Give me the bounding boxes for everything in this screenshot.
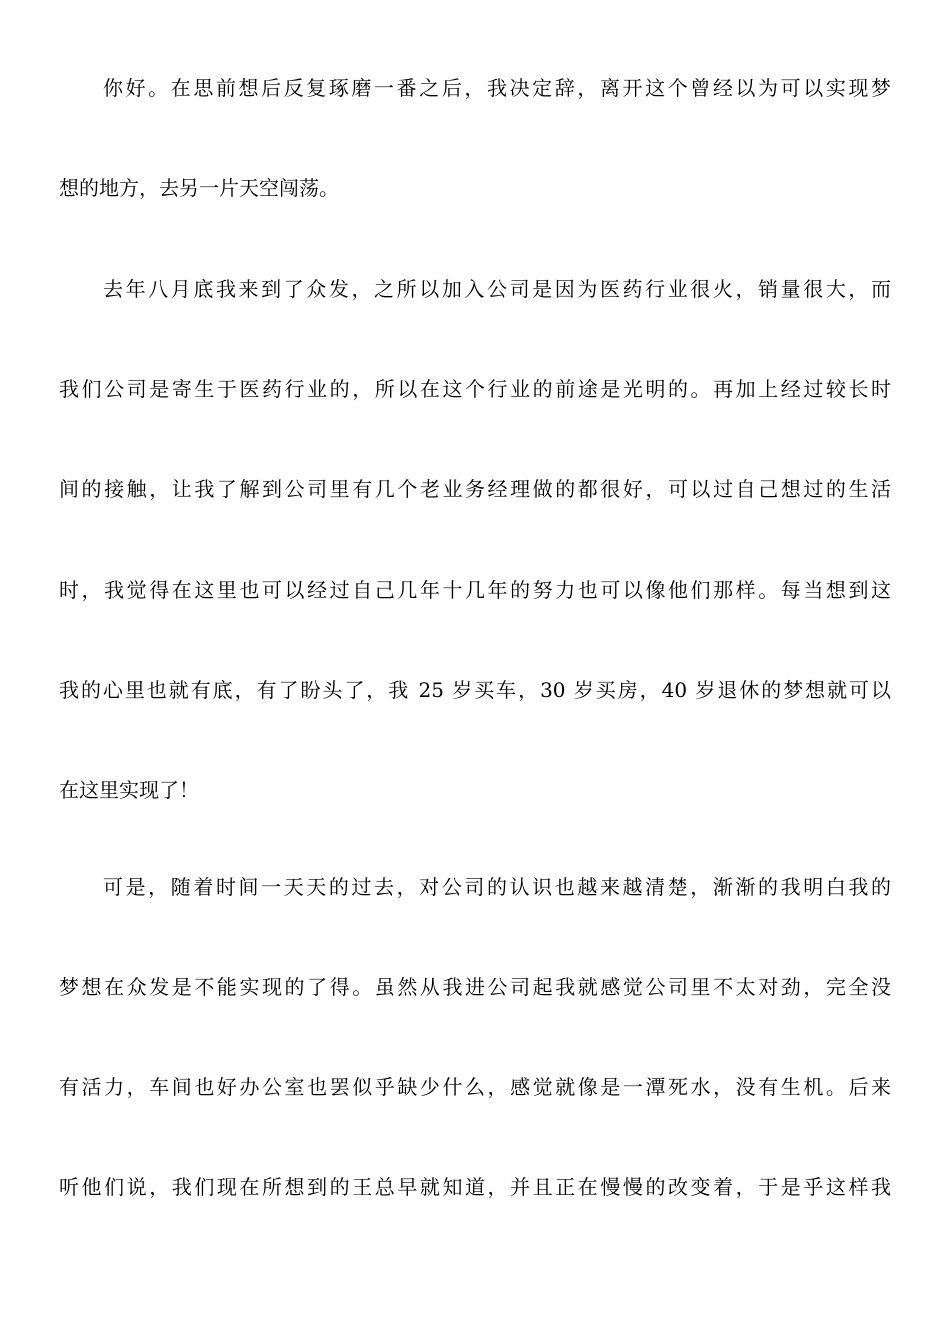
paragraph-2-line-2: 我们公司是寄生于医药行业的，所以在这个行业的前途是光明的。再加上经过较长时 — [59, 377, 891, 401]
paragraph-3-line-4: 听他们说，我们现在所想到的王总早就知道，并且正在慢慢的改变着，于是乎这样我 — [59, 1175, 891, 1199]
paragraph-1-line-1: 你好。在思前想后反复琢磨一番之后，我决定辞，离开这个曾经以为可以实现梦 — [103, 76, 891, 100]
paragraph-2-line-6: 在这里实现了！ — [59, 778, 199, 802]
paragraph-1-line-2: 想的地方，去另一片天空闯荡。 — [59, 176, 339, 200]
paragraph-2-line-4: 时，我觉得在这里也可以经过自己几年十几年的努力也可以像他们那样。每当想到这 — [59, 578, 891, 602]
paragraph-3-line-2: 梦想在众发是不能实现的了得。虽然从我进公司起我就感觉公司里不太对劲，完全没 — [59, 975, 891, 999]
paragraph-2-line-5: 我的心里也就有底，有了盼头了，我 25 岁买车，30 岁买房，40 岁退休的梦想就可以 — [59, 678, 891, 702]
paragraph-2-line-1: 去年八月底我来到了众发，之所以加入公司是因为医药行业很火，销量很大，而 — [103, 277, 891, 301]
paragraph-2-line-3: 间的接触，让我了解到公司里有几个老业务经理做的都很好，可以过自己想过的生活 — [59, 477, 891, 501]
paragraph-3-line-1: 可是，随着时间一天天的过去，对公司的认识也越来越清楚，渐渐的我明白我的 — [103, 875, 891, 899]
paragraph-3-line-3: 有活力，车间也好办公室也罢似乎缺少什么，感觉就像是一潭死水，没有生机。后来 — [59, 1075, 891, 1099]
